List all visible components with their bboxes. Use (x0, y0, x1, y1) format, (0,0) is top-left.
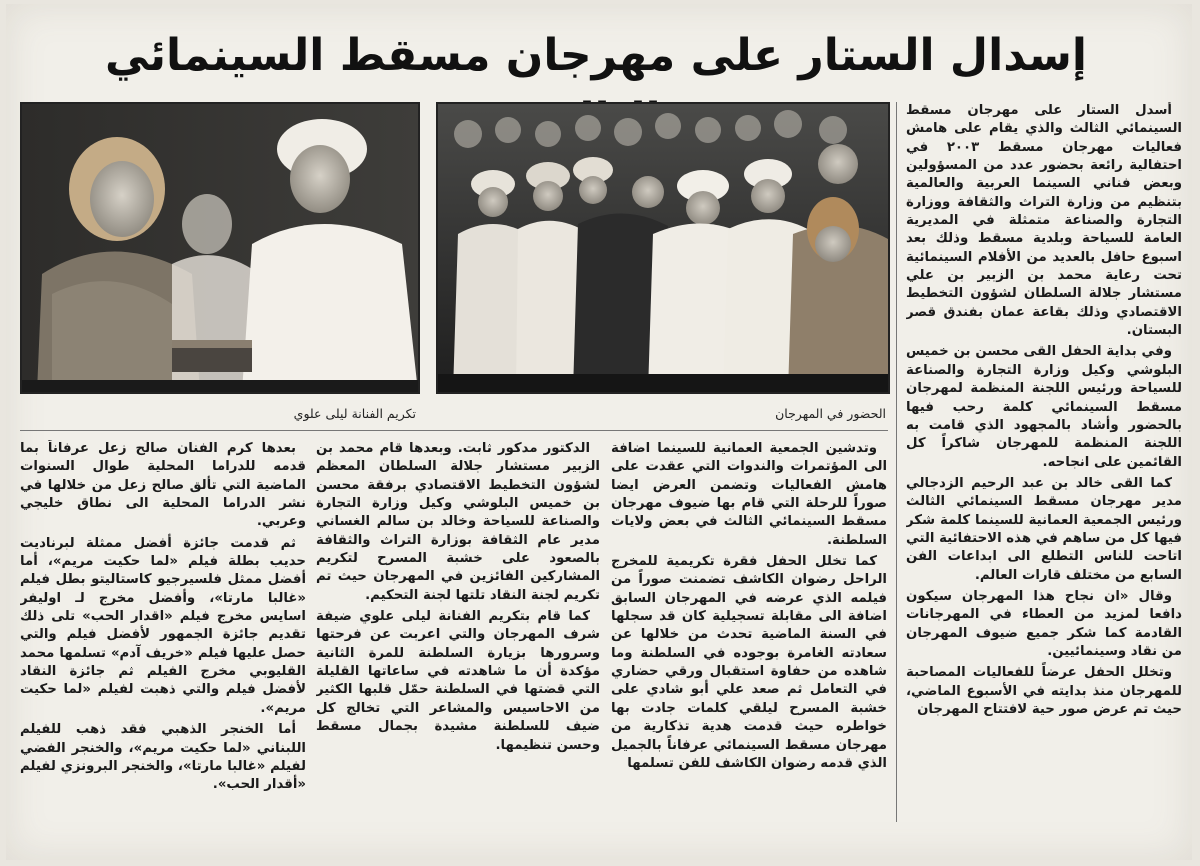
paragraph: كما قام بتكريم الفنانة ليلى علوي ضيفة شرف المهرجان والتي اعربت عن فرحتها وسرورها بزيارة السلطنة للمرة الثانية مؤكدة أن ما شاهدته في ساعاتها القليلة التي قضتها في السلطنة حمّل قلبها الكثير من الاحاسيس والمشاعر التي تخالج كل ضيف للسلطنة مشيدة بجمال مسقط وحسن تنظيمها. (316, 609, 600, 753)
audience-photo (436, 102, 890, 394)
article-column-4 (20, 440, 306, 820)
paragraph: وقال «ان نجاح هذا المهرجان سيكون دافعا لمزيد من العطاء في المهرجانات القادمة كما شكر جميع ضيوف المهرجان من نقاد وسينمائيين. (906, 588, 1182, 659)
column-rule (896, 102, 897, 822)
paragraph: أما الخنجر الذهبي فقد ذهب للفيلم اللبناني «لما حكيت مريم»، والخنجر الفضي لفيلم «غالبا مارتا»، والخنجر البرونزي لفيلم «أقدار الحب». (20, 722, 306, 793)
paragraph: بعدها كرم الفنان صالح زعل عرفاناً بما قدمه للدراما المحلية طوال السنوات الماضية التي تألق صالح زعل من خلالها في نشر الدراما المحلية الى نطاق خليجي وعربي. (20, 441, 306, 530)
honoring-photo (20, 102, 420, 394)
paragraph: أسدل الستار على مهرجان مسقط السينمائي الثالث والذي يقام على هامش فعاليات مهرجان مسقط ٢٠٠٣ في احتفالية رائعة بحضور عدد من المسؤولين وبعض فناني السينما العربية والعالمية بتنظيم من وزارة التراث والثقافة ووزارة التجارة والصناعة متمثلة في المديرية العامة للسياحة وبلدية مسقط وذلك بعد اسبوع حافل بالعديد من الأفلام السينمائية تحت رعاية محمد بن الزبير بن علي مستشار جلالة السلطان لشؤون التخطيط الاقتصادي وذلك بقاعة عمان بفندق قصر البستان. (906, 103, 1182, 339)
paragraph: كما القى خالد بن عبد الرحيم الزدجالي مدير مهرجان مسقط السينمائي الثالث ورئيس الجمعية العمانية للسينما كلمة شكر فيها كل من ساهم في هذه الاحتفائية التي اتاحت للناس التطلع الى ابداعات الفن السابع من مختلف قارات العالم. (906, 475, 1182, 583)
paragraph: ثم قدمت جائزة أفضل ممثلة لبرناديت حديب بطلة فيلم «لما حكيت مريم»، أما أفضل ممثل فلسيرجيو كاستاليتو بطل فيلم «غالبا مارتا»، وأفضل مخرج لـ اوليفر اسايس مخرج فيلم «اقدار الحب» تلى ذلك تقديم جائزة الجمهور لأفضل فيلم والتي حصل عليها فيلم «خريف آدم» تسلمها محمد القليوبي مخرج الفيلم ثم جائزة النقاد لأفضل فيلم والتي ذهبت لفيلم «لما حكيت مريم». (20, 535, 306, 716)
paragraph: وفي بداية الحفل القى محسن بن خميس البلوشي وكيل وزارة التجارة والصناعة للسياحة ورئيس اللجنة المنظمة لمهرجان مسقط السينمائي كلمة رحب فيها بالحضور وأشاد بالمجهود الذي قامت به اللجنة المنظمة للمهرجان شاكراً كل القائمين على انجاحه. (906, 344, 1182, 470)
caption-rule (20, 430, 888, 431)
article-column-3 (316, 440, 600, 820)
paragraph: الدكتور مدكور ثابت. وبعدها قام محمد بن الزبير مستشار جلالة السلطان المعظم لشؤون التخطيط الاقتصادي برفقة محسن بن خميس البلوشي وكيل وزارة التجارة والصناعة للسياحة وخالد بن سالم الغساني مدير عام الثقافة بوزارة التراث والثقافة بالصعود على خشبة المسرح لتكريم المشاركين الفائزين في المهرجان حيث تم تكريم لجنة النقاد تلتها لجنة التحكيم. (316, 441, 600, 603)
newspaper-page (6, 4, 1192, 860)
article-column-2 (611, 440, 887, 820)
photo-caption-left: تكريم الفنانة ليلى علوي (293, 406, 416, 421)
article-column-1 (906, 102, 1182, 822)
headline: إسدال الستار على مهرجان مسقط السينمائي (105, 30, 1087, 81)
paragraph: وتدشين الجمعية العمانية للسينما اضافة الى المؤتمرات والندوات التي عقدت على هامش الفعاليات وتضمن العرض ايضا صوراً للرحلة التي قام بها ضيوف مهرجان مسقط السينمائي الثالث في بعض ولايات السلطنة. (611, 441, 887, 548)
photo-caption-right: الحضور في المهرجان (775, 406, 886, 421)
paragraph: وتخلل الحفل عرضاً للفعاليات المصاحبة للمهرجان منذ بدايته في الأسبوع الماضي، حيث تم عرض صور حية لافتتاح المهرجان (906, 665, 1182, 717)
paragraph: كما تخلل الحفل فقرة تكريمية للمخرج الراحل رضوان الكاشف تضمنت صوراً من فيلمه الذي عرضه في المهرجان السابق اضافة الى مقابلة تسجيلية كان قد سجلها في السنة الماضية تحدث من خلالها عن سعادته الغامرة بوجوده في السلطنة وما شاهده من حفاوة استقبال ورقي حضاري في التعامل ثم صعد علي أبو شادي على خشبة المسرح ليلقي كلمات جادت بها خواطره حيث قدمت هدية تذكارية من مهرجان مسقط السينمائي عرفاناً بالجميل الذي قدمه رضوان الكاشف للفن تسلمها (611, 554, 887, 771)
